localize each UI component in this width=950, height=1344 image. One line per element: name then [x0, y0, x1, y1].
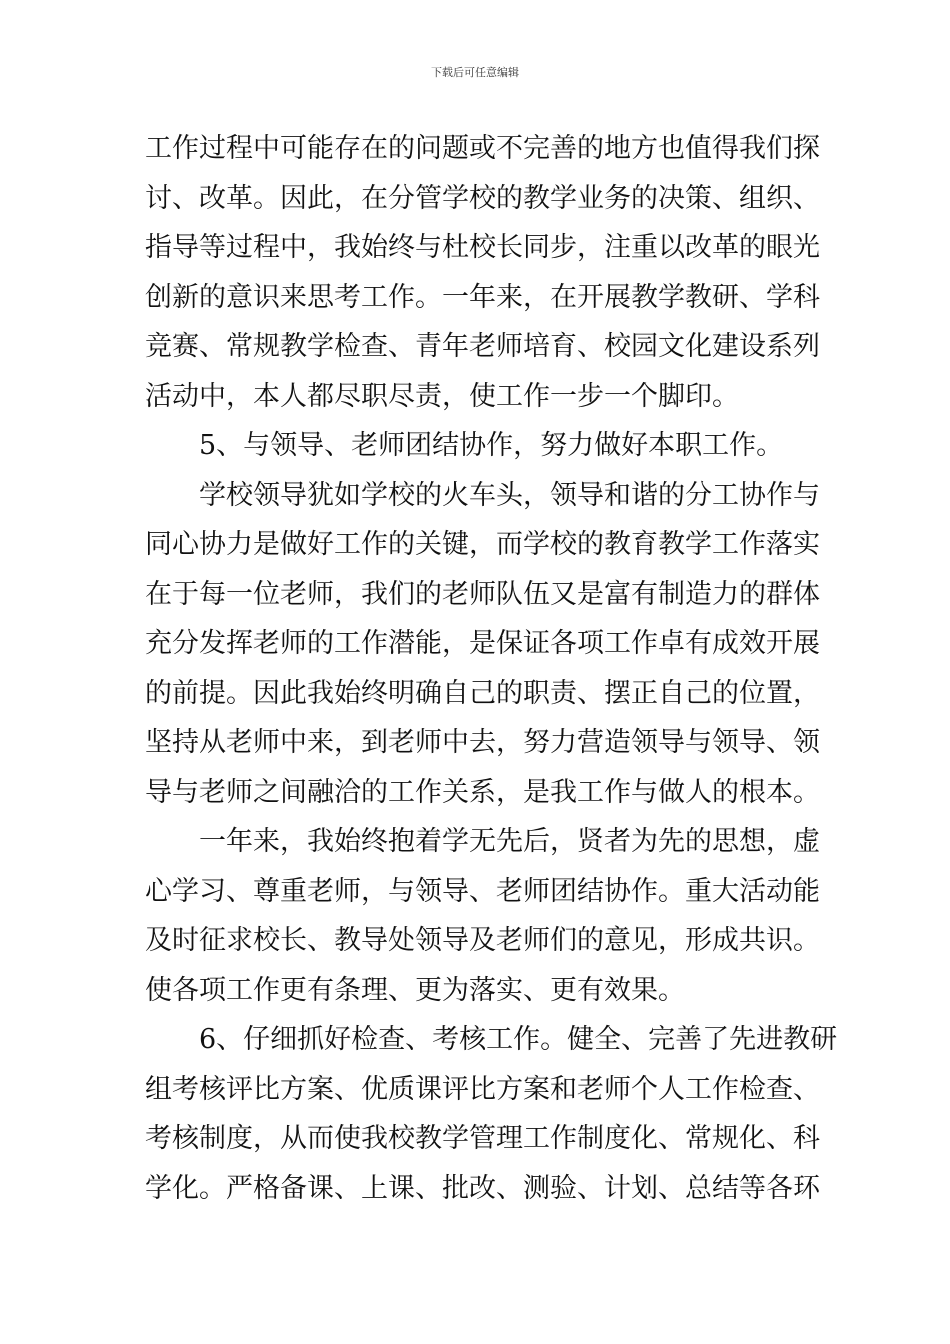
text-line: 坚持从老师中来，到老师中去，努力营造领导与领导、领 [145, 727, 820, 758]
text-line: 学校领导犹如学校的火车头，领导和谐的分工协作与 [145, 479, 820, 511]
text-line: 导与老师之间融洽的工作关系，是我工作与做人的根本。 [145, 776, 820, 808]
text-line: 心学习、尊重老师，与领导、老师团结协作。重大活动能 [145, 875, 820, 907]
text-line: 学化。严格备课、上课、批改、测验、计划、总结等各环 [145, 1172, 820, 1204]
text-line: 5、与领导、老师团结协作，努力做好本职工作。 [145, 430, 784, 461]
text-line: 一年来，我始终抱着学无先后，贤者为先的思想，虚 [145, 826, 820, 857]
text-line: 组考核评比方案、优质课评比方案和老师个人工作检查、 [145, 1073, 820, 1105]
text-line: 竞赛、常规教学检查、青年老师培育、校园文化建设系列 [145, 331, 820, 362]
text-line: 创新的意识来思考工作。一年来，在开展教学教研、学科 [145, 281, 820, 313]
text-line: 考核制度，从而使我校教学管理工作制度化、常规化、科 [145, 1123, 820, 1154]
text-line: 的前提。因此我始终明确自己的职责、摆正自己的位置， [145, 677, 820, 709]
text-line: 指导等过程中，我始终与杜校长同步，注重以改革的眼光 [145, 232, 820, 263]
text-line: 使各项工作更有条理、更为落实、更有效果。 [145, 974, 685, 1006]
page-header: 下载后可任意编辑 [431, 66, 519, 79]
text-line: 同心协力是做好工作的关键，而学校的教育教学工作落实 [145, 529, 820, 560]
text-line: 及时征求校长、教导处领导及老师们的意见，形成共识。 [145, 925, 820, 956]
text-line: 充分发挥老师的工作潜能，是保证各项工作卓有成效开展 [145, 628, 820, 659]
text-line: 6、仔细抓好检查、考核工作。健全、完善了先进教研 [145, 1024, 838, 1055]
text-line: 在于每一位老师，我们的老师队伍又是富有制造力的群体 [145, 578, 820, 610]
text-line: 讨、改革。因此，在分管学校的教学业务的决策、组织、 [145, 182, 820, 214]
text-line: 活动中，本人都尽职尽责，使工作一步一个脚印。 [145, 380, 739, 412]
text-line: 工作过程中可能存在的问题或不完善的地方也值得我们探 [145, 133, 820, 164]
document-body [145, 124, 838, 1213]
